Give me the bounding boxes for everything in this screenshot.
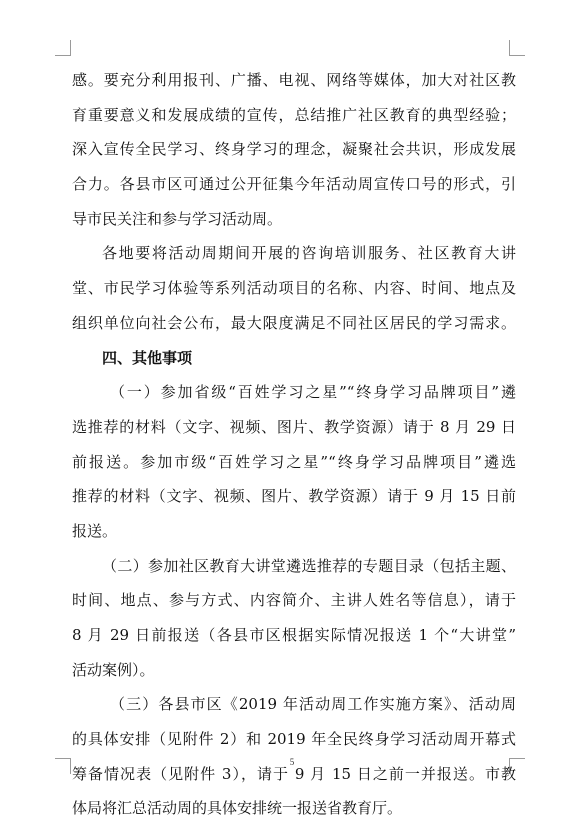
paragraph-line: 感。要充分利用报刊、广播、电视、网络等媒体，加大对社区教 — [72, 71, 516, 89]
paragraph-line: 组织单位向社会公布，最大限度满足不同社区居民的学习需求。 — [72, 313, 516, 332]
paragraph-line: 深入宣传全民学习、终身学习的理念，凝聚社会共识，形成发展 — [72, 140, 516, 159]
paragraph-line: 堂、市民学习体验等系列活动项目的名称、内容、时间、地点及 — [72, 279, 516, 298]
paragraph-line: 导市民关注和参与学习活动周。 — [72, 209, 283, 228]
paragraph-line: 育重要意义和发展成绩的宣传，总结推广社区教育的典型经验； — [72, 105, 516, 124]
paragraph-line: 筹备情况表（见附件 3），请于 9 月 15 日之前一并报送。市教 — [72, 764, 516, 783]
paragraph-line: 合力。各县市区可通过公开征集今年活动周宣传口号的形式，引 — [72, 175, 516, 194]
paragraph-line: 报送。 — [72, 521, 118, 540]
paragraph-line: 活动案例）。 — [72, 660, 155, 679]
paragraph-line: 8 月 29 日前报送（各县市区根据实际情况报送 1 个“大讲堂” — [72, 626, 516, 644]
document-body — [72, 63, 516, 826]
paragraph-line: 推荐的材料（文字、视频、图片、教学资源）请于 9 月 15 日前 — [72, 487, 516, 506]
paragraph-line: （一）参加省级“百姓学习之星”“终身学习品牌项目”遴 — [110, 383, 516, 402]
paragraph-line: 前报送。参加市级“百姓学习之星”“终身学习品牌项目”遴选 — [72, 452, 516, 471]
section-heading: 四、其他事项 — [102, 348, 193, 367]
paragraph-line: 时间、地点、参与方式、内容简介、主讲人姓名等信息），请于 — [72, 591, 516, 610]
paragraph-line: （二）参加社区教育大讲堂遴选推荐的专题目录（包括主题、 — [102, 556, 516, 575]
paragraph-line: （三）各县市区《2019 年活动周工作实施方案》、活动周 — [110, 695, 516, 714]
paragraph-line: 选推荐的材料（文字、视频、图片、教学资源）请于 8 月 29 日 — [72, 417, 516, 436]
paragraph-line: 体局将汇总活动周的具体安排统一报送省教育厅。 — [72, 799, 403, 818]
paragraph-line: 的具体安排（见附件 2）和 2019 年全民终身学习活动周开幕式 — [72, 730, 516, 749]
page-number: 5 — [289, 757, 295, 767]
paragraph-line: 各地要将活动周期间开展的咨询培训服务、社区教育大讲 — [102, 244, 516, 263]
